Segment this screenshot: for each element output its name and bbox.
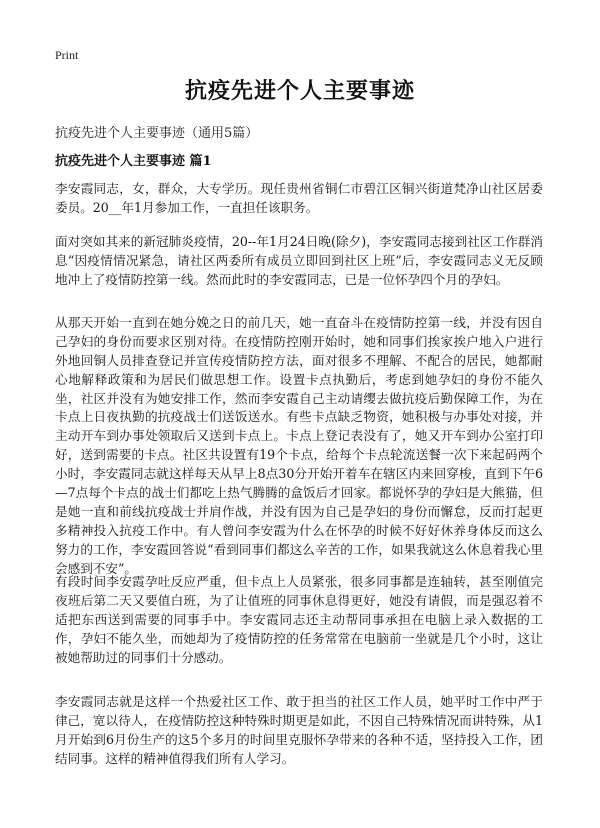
paragraph-4: 有段时间李安霞孕吐反应严重，但卡点上人员紧张，很多同事都是连轴转，甚至刚值完夜班后第二天又要值白班，为了让值班的同事休息得更好，她没有请假，而是强忍着不适把东西送到需要的同事手中。李安霞同志还主动帮同事承担在电脑上录入数据的工作，孕妇不能久坐，而她却为了疫情防控的任务常常在电脑前一坐就是几个小时，这让被她帮助过的同事们十分感动。 <box>55 574 543 665</box>
document-subtitle: 抗疫先进个人主要事迹（通用5篇） <box>55 126 259 141</box>
paragraph-5: 李安霞同志就是这样一个热爱社区工作、敢于担当的社区工作人员，她平时工作中严于律己，宽以待人，在疫情防控这种特殊时期更是如此，不因自己特殊情况而讲特殊，从1月开始到6月份生产的这5个多月的时间里克服怀孕带来的各种不适，坚持投入工作，团结同事。这样的精神值得我们所有人学习。 <box>55 694 543 766</box>
document-title: 抗疫先进个人主要事迹 <box>184 78 415 104</box>
paragraph-1: 李安霞同志，女，群众，大专学历。现任贵州省铜仁市碧江区铜兴街道梵净山社区居委委员。20__年1月参加工作，一直担任该职务。 <box>55 181 543 215</box>
print-link[interactable]: Print <box>55 48 79 62</box>
paragraph-2: 面对突如其来的新冠肺炎疫情，20--年1月24日晚(除夕)，李安霞同志接到社区工作群消息“因疫情情况紧急，请社区两委所有成员立即回到社区上班”后，李安霞同志义无反顾地冲上了疫情防控第一线。然而此时的李安霞同志，已是一位怀孕四个月的孕妇。 <box>55 234 543 287</box>
section-heading: 抗疫先进个人主要事迹 篇1 <box>55 154 212 169</box>
paragraph-3: 从那天开始一直到在她分娩之日的前几天，她一直奋斗在疫情防控第一线，并没有因自己孕妇的身份而要求区别对待。在疫情防控刚开始时，她和同事们挨家挨户地入户进行外地回铜人员排查登记并宣传疫情防控方法，面对很多不理解、不配合的居民，她都耐心地解释政策和为居民们做思想工作。设置卡点执勤后，考虑到她孕妇的身份不能久坐，社区并没有为她安排工作，然而李安霞自己主动请缨去做抗疫后勤保障工作，为在卡点上日夜执勤的抗疫战士们送饭送水。有些卡点缺乏物资，她积极与办事处对接，并主动开车到办事处领取后又送到卡点上。卡点上登记表没有了，她又开车到办公室打印好，送到需要的卡点。社区共设置有19个卡点，给每个卡点轮流送餐一次下来起码两个小时，李安霞同志就这样每天从早上8点30分开始开着车在辖区内来回穿梭，直到下午6—7点每个卡点的战士们都吃上热气腾腾的盒饭后才回家。都说怀孕的孕妇是大熊猫，但是她一直和前线抗疫战士并肩作战，并没有因为自己是孕妇的身份而懈怠，反而打起更多精神投入抗疫工作中。有人曾问李安霞为什么在怀孕的时候不好好休养身体反而这么努力的工作，李安霞回答说“看到同事们都这么辛苦的工作，如果我就这么休息着我心里会感到不安”。 <box>55 315 543 576</box>
